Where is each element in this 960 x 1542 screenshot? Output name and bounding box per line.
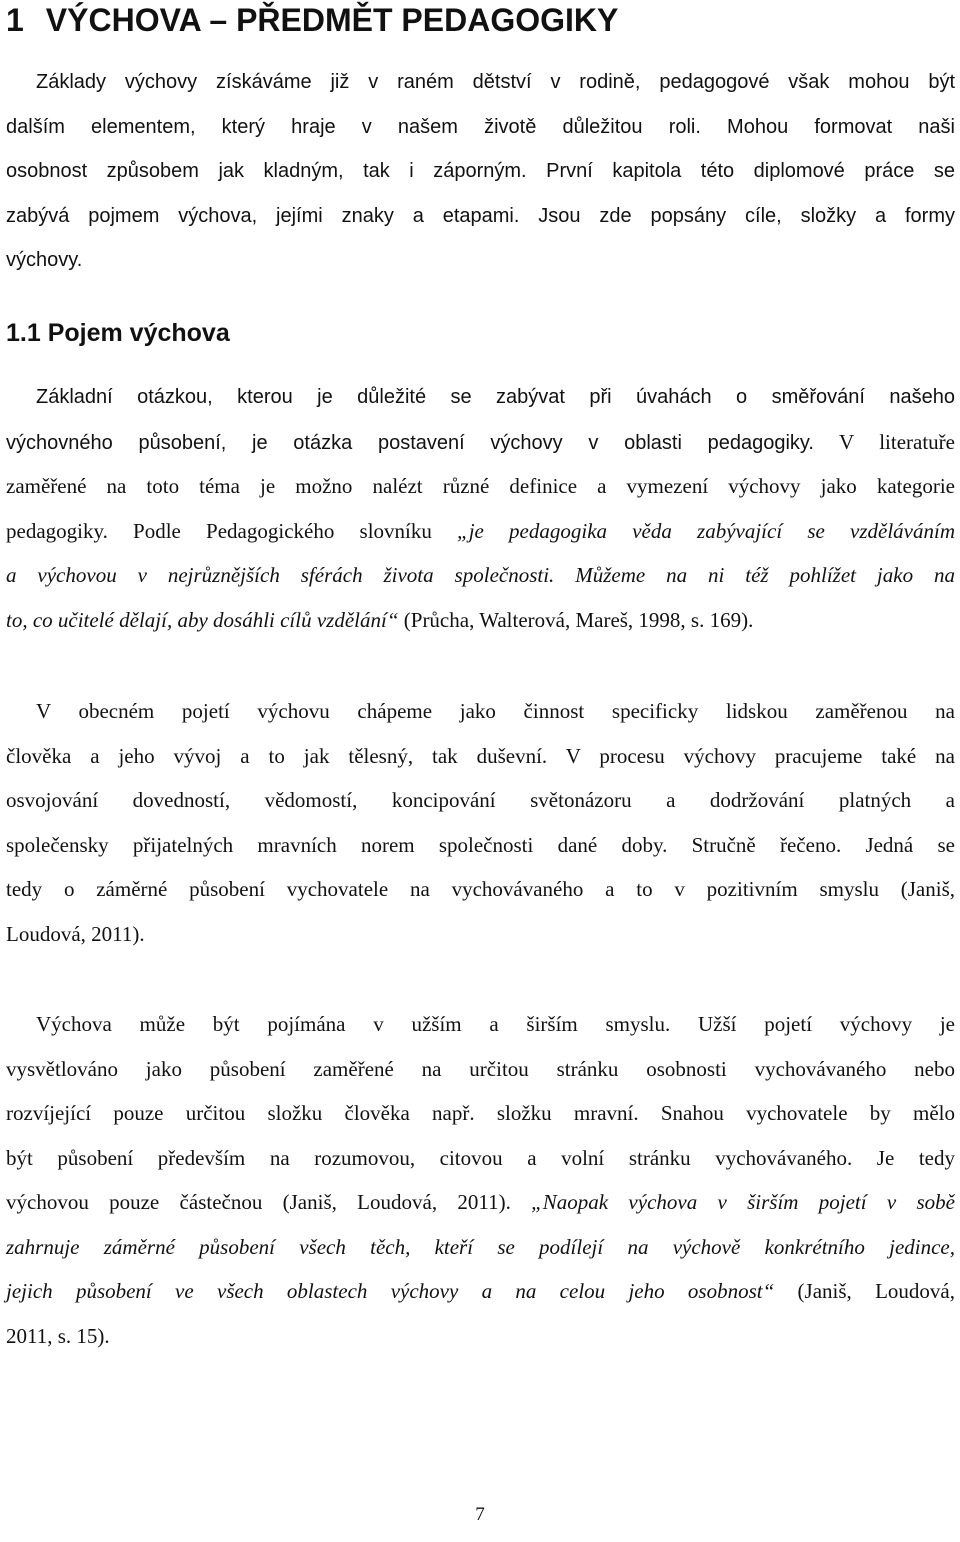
paragraph-general (6, 689, 955, 956)
citation-run: (Průcha, Walterová, Mareš, 1998, s. 169). (398, 607, 754, 632)
quote-run: to, co učitelé dělají, aby dosáhli cílů vzdělání“ (6, 607, 399, 632)
quote-run: „Naopak výchova v širším pojetí v sobě (531, 1190, 955, 1214)
text-run: výchovného působení, je otázka postavení výchovy v oblasti pedagogiky. (6, 431, 814, 454)
chapter-title: VÝCHOVA – PŘEDMĚT PEDAGOGIKY (45, 2, 619, 38)
text-line: Loudová, 2011). (6, 921, 145, 946)
text-line: rozvíjející pouze určitou složku člověka např. složku mravní. Snahou vychovatele by mělo (6, 1101, 955, 1125)
section-heading: 1.1 Pojem výchova (6, 319, 230, 347)
text-line (6, 598, 955, 643)
quote-line: a výchovou v nejrůznějších sférách života společnosti. Můžeme na ni též pohlížet jako na (6, 563, 955, 587)
citation-run: (Janiš, Loudová, (774, 1279, 955, 1303)
text-line (6, 509, 955, 554)
paragraph-definition (6, 375, 955, 642)
text-line (6, 1269, 955, 1314)
text-line: vysvětlováno jako působení zaměřené na určitou stránku osobnosti vychovávaného nebo (6, 1056, 955, 1081)
quote-run: jejich působení ve všech oblastech výchovy a na celou jeho osobnost“ (6, 1279, 775, 1303)
text-line: V obecném pojetí výchovu chápeme jako činnost specificky lidskou zaměřenou na (36, 699, 955, 723)
text-line: 2011, s. 15). (6, 1323, 110, 1348)
text-run: výchovou pouze částečnou (Janiš, Loudová, 2011). (6, 1190, 532, 1214)
chapter-heading (6, 0, 618, 40)
text-line: osvojování dovedností, vědomostí, koncipování světonázoru a dodržování platných a (6, 788, 955, 812)
quote-run: „je pedagogika věda zabývající se vzděláváním (457, 518, 955, 543)
text-line (6, 420, 955, 465)
text-run: pedagogiky. Podle Pedagogického slovníku (6, 518, 458, 543)
quote-line: zahrnuje záměrné působení všech těch, kteří se podílejí na výchově konkrétního jedince, (6, 1234, 955, 1259)
text-line: tedy o záměrné působení vychovatele na vychovávaného a to v pozitivním smyslu (Janiš, (6, 877, 955, 901)
text-line: zabývá pojmem výchova, jejími znaky a etapami. Jsou zde popsány cíle, složky a formy (6, 204, 955, 227)
text-line: zaměřené na toto téma je možno nalézt různé definice a vymezení výchovy jako kategorie (6, 474, 955, 498)
text-line: člověka a jeho vývoj a to jak tělesný, tak duševní. V procesu výchovy pracujeme také na (6, 743, 955, 768)
text-line: Základní otázkou, kterou je důležité se zabývat při úvahách o směřování našeho (36, 386, 955, 408)
paragraph-scope (6, 1002, 955, 1358)
intro-paragraph (6, 60, 955, 283)
text-line: osobnost způsobem jak kladným, tak i záporným. První kapitola této diplomové práce se (6, 160, 955, 182)
text-line (6, 1180, 955, 1225)
text-line: být působení především na rozumovou, citovou a volní stránku vychovávaného. Je tedy (6, 1145, 955, 1170)
text-line: Výchova může být pojímána v užším a širším smyslu. Užší pojetí výchovy je (36, 1012, 955, 1036)
text-line: dalším elementem, který hraje v našem životě důležitou roli. Mohou formovat naši (6, 115, 955, 138)
chapter-number: 1 (6, 2, 24, 38)
text-line: společensky přijatelných mravních norem společnosti dané doby. Stručně řečeno. Jedná se (6, 832, 955, 857)
text-line: výchovy. (6, 249, 83, 271)
page-number: 7 (475, 1504, 485, 1525)
text-line: Základy výchovy získáváme již v raném dětství v rodině, pedagogové však mohou být (36, 71, 955, 93)
text-run: V literatuře (813, 429, 955, 454)
